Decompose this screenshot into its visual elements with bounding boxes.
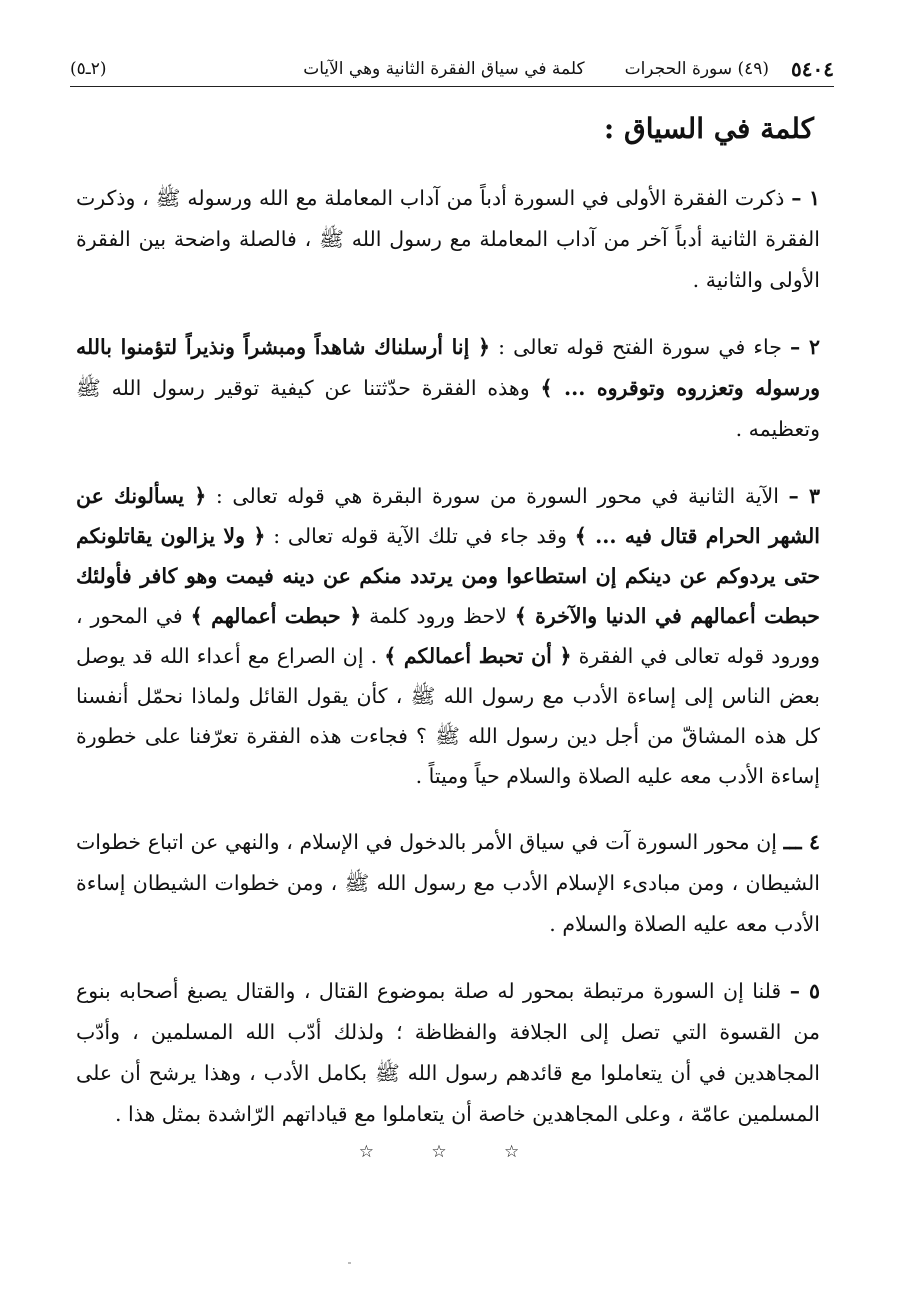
paragraph-number: ٢ – [790, 335, 820, 359]
paragraph-text: الآية الثانية في محور السورة من سورة البقرة هي قوله تعالى : [215, 484, 779, 508]
paragraph-text: وقد جاء في تلك الآية قوله تعالى : [273, 524, 567, 548]
running-header [70, 52, 834, 87]
body-text [76, 178, 820, 1161]
paragraph-text: لاحظ ورود كلمة [369, 604, 507, 628]
paragraph-number: ٥ – [789, 979, 821, 1003]
section-separator-stars: ☆ ☆ ☆ [358, 1142, 546, 1162]
paragraph-1 [76, 178, 820, 301]
quran-quote: ﴿ ولا يزالون يقاتلونكم حتى يردوكم عن دينكم إن استطاعوا ومن يرتدد منكم عن دينه فيمت وهو كافر فأولئك حبطت أعمالهم في الدنيا والآخرة ﴾ [76, 524, 820, 628]
paragraph-number: ٣ – [788, 484, 820, 508]
paragraph-text: قلنا إن السورة مرتبطة بمحور له صلة بموضوع القتال ، والقتال يصبغ أصحابه بنوع من القسوة التي تصل إلى الجلافة والفظاظة ؛ ولذلك أدّب الله المسلمين ، وأدّب المجاهدين في أن يتعاملوا مع قائدهم رسول الله ﷺ بكامل الأدب ، وهذا يرشح أن على المسلمين عامّة ، وعلى المجاهدين خاصة أن يتعاملوا مع قياداتهم الرّاشدة بمثل هذا . [76, 979, 820, 1126]
quran-quote: ﴿ أن تحبط أعمالكم ﴾ [384, 644, 572, 668]
paragraph-text: وهذه الفقرة حدّثتنا عن كيفية توقير رسول الله ﷺ وتعظيمه . [76, 376, 820, 441]
paragraph-text: ذكرت الفقرة الأولى في السورة أدباً من آداب المعاملة مع الله ورسوله ﷺ ، وذكرت الفقرة الثانية أدباً آخر من آداب المعاملة مع رسول الله ﷺ ، فالصلة واضحة بين الفقرة الأولى والثانية . [76, 186, 820, 292]
paragraph-text: في المحور ، وورود قوله تعالى في الفقرة [76, 604, 821, 668]
paragraph-text: إن محور السورة آت في سياق الأمر بالدخول في الإسلام ، والنهي عن اتباع خطوات الشيطان ، ومن مبادىء الإسلام الأدب مع رسول الله ﷺ ، ومن خطوات الشيطان إساءة الأدب معه عليه الصلاة والسلام . [76, 830, 820, 936]
page-number: ٥٤٠٤ [791, 57, 834, 81]
paragraph-4 [76, 822, 820, 945]
section-name: كلمة في سياق الفقرة الثانية وهي الآيات [303, 59, 585, 79]
section-title: كلمة في السياق : [603, 112, 814, 145]
paragraph-text: جاء في سورة الفتح قوله تعالى : [498, 335, 782, 359]
quran-quote: ﴿ إنا أرسلناك شاهداً ومبشراً ونذيراً لتؤمنوا بالله ورسوله وتعزروه وتوقروه ... ﴾ [76, 335, 820, 400]
paragraph-number: ١ – [791, 186, 820, 210]
surah-name: (٤٩) سورة الحجرات [624, 59, 770, 79]
verse-range: (٢ـ٥) [70, 59, 107, 79]
quran-quote: ﴿ يسألونك عن الشهر الحرام قتال فيه ... ﴾ [76, 484, 820, 548]
paragraph-3 [76, 476, 820, 796]
paragraph-text: . إن الصراع مع أعداء الله قد يوصل بعض الناس إلى إساءة الأدب مع رسول الله ﷺ ، كأن يقول القائل ولماذا نحمّل أنفسنا كل هذه المشاقّ من أجل دين رسول الله ﷺ ؟ فجاءت هذه الفقرة تعرّفنا على خطورة إساءة الأدب معه عليه الصلاة والسلام حياً وميتاً . [76, 644, 820, 788]
paragraph-5 [76, 971, 820, 1135]
quran-quote: ﴿ حبطت أعمالهم ﴾ [190, 604, 362, 628]
paragraph-number: ٤ ـــ [783, 830, 820, 854]
paragraph-2 [76, 327, 820, 450]
print-speck [348, 1262, 351, 1264]
